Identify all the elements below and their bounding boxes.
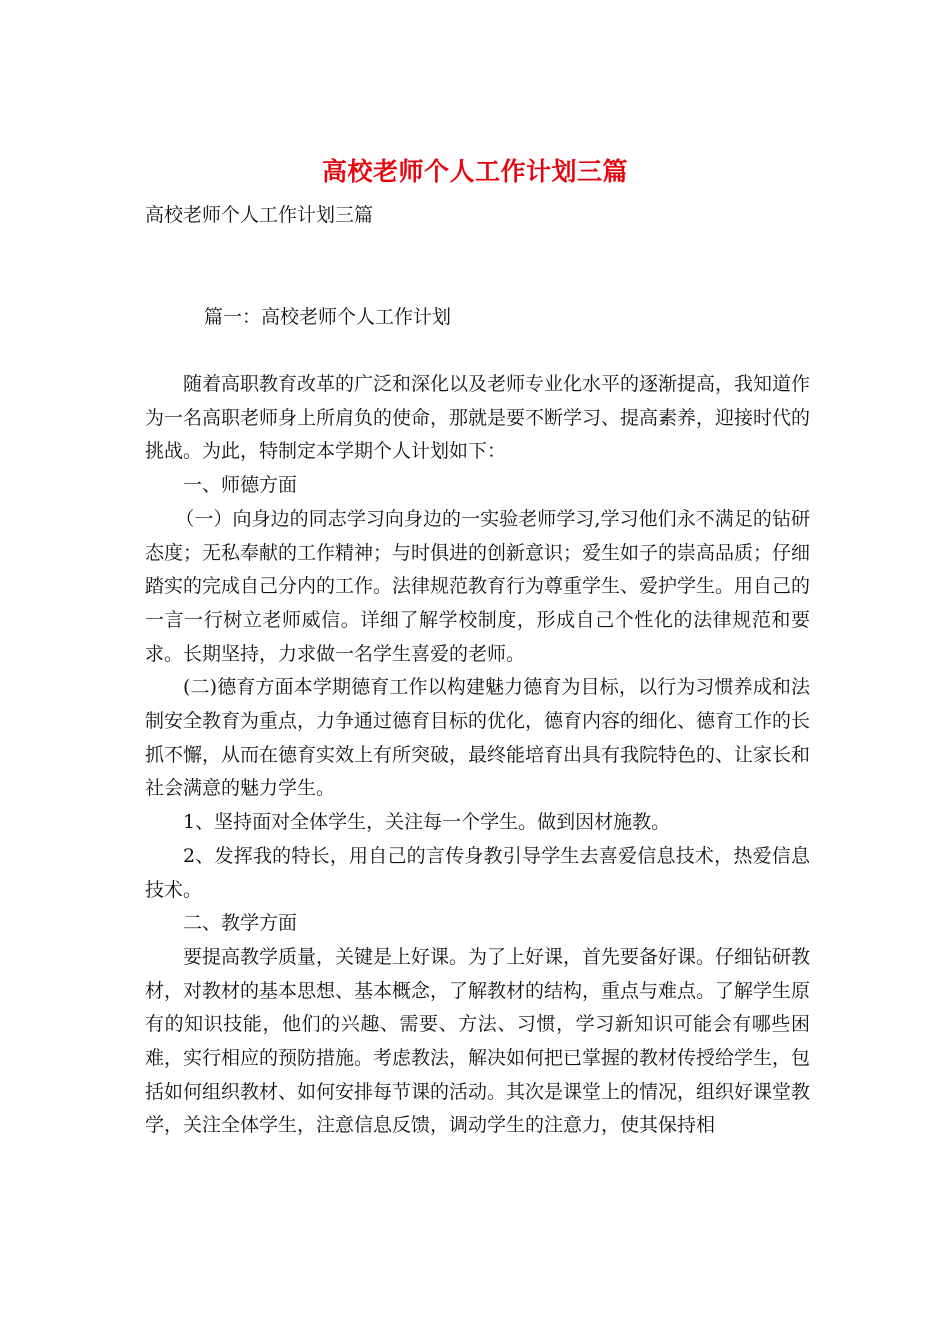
document-subtitle: 高校老师个人工作计划三篇 [145, 204, 374, 226]
paragraph-ethics-1: （一）向身边的同志学习向身边的一实验老师学习,学习他们永不满足的钻研态度；无私奉献的工作精神；与时俱进的创新意识；爱生如子的崇高品质；仔细踏实的完成自己分内的工作。法律规范教育行为尊重学生、爱护学生。用自己的一言一行树立老师威信。详细了解学校制度，形成自己个性化的法律规范和要求。长期坚持，力求做一名学生喜爱的老师。 [145, 507, 811, 665]
section-heading: 篇一：高校老师个人工作计划 [204, 306, 452, 328]
heading-ethics: 一、师德方面 [183, 474, 298, 497]
paragraph-teaching: 要提高教学质量，关键是上好课。为了上好课，首先要备好课。仔细钻研教材，对教材的基本思想、基本概念，了解教材的结构，重点与难点。了解学生原有的知识技能，他们的兴趣、需要、方法、习惯，学习新知识可能会有哪些困难，实行相应的预防措施。考虑教法，解决如何把已掌握的教材传授给学生，包括如何组织教材、如何安排每节课的活动。其次是课堂上的情况，组织好课堂教学，关注全体学生，注意信息反馈，调动学生的注意力，使其保持相 [145, 945, 811, 1137]
paragraph-point-1: 1、坚持面对全体学生，关注每一个学生。做到因材施教。 [183, 811, 671, 834]
paragraph-intro: 随着高职教育改革的广泛和深化以及老师专业化水平的逐渐提高，我知道作为一名高职老师身上所肩负的使命，那就是要不断学习、提高素养，迎接时代的挑战。为此，特制定本学期个人计划如下： [145, 373, 811, 463]
document-title: 高校老师个人工作计划三篇 [321, 157, 628, 186]
heading-teaching: 二、教学方面 [183, 912, 298, 935]
paragraph-ethics-2: (二)德育方面本学期德育工作以构建魅力德育为目标，以行为习惯养成和法制安全教育为重点，力争通过德育目标的优化，德育内容的细化、德育工作的长抓不懈，从而在德育实效上有所突破，最终能培育出具有我院特色的、让家长和社会满意的魅力学生。 [145, 676, 811, 800]
document-body [145, 368, 810, 1143]
paragraph-point-2: 2、发挥我的特长，用自己的言传身教引导学生去喜爱信息技术，热爱信息技术。 [145, 844, 810, 901]
